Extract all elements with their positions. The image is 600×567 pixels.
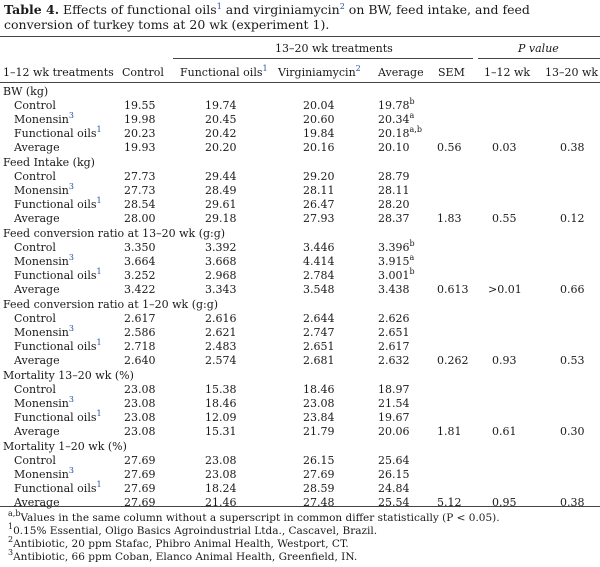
cell-average [378,326,410,339]
col-functional-sup: 1 [262,64,268,73]
footnote-text: Antibiotic, 66 ppm Coban, Elanco Animal Health, Greenfield, IN. [13,551,358,563]
col-functional-label: Functional oils [180,66,263,79]
row-label [14,383,56,396]
cell-average-value: 28.37 [378,211,410,225]
row-label [14,266,102,282]
row-label [14,99,56,112]
cell-p1: 0.03 [492,140,517,154]
cell-average-value: 20.34 [378,112,410,126]
cell-control: 28.00 [124,211,156,225]
cell-functional: 2.483 [205,339,237,353]
cell-average [378,340,410,353]
cell-sem: 1.81 [437,424,462,438]
row-label [14,141,60,154]
caption-text-3: on BW, feed intake, and feed conversion of turkey toms at 20 wk (experiment 1). [4,2,530,32]
cell-average-value: 2.626 [378,311,410,325]
caption-sup-1: 1 [216,2,222,11]
cell-p2: 0.38 [560,140,585,154]
footnote [8,509,500,525]
row-label [14,195,102,211]
cell-average-value: 28.20 [378,197,410,211]
cell-virginiamycin: 2.747 [303,325,335,339]
cell-functional: 2.616 [205,311,237,325]
col-virgin-label: Virginiamycin [278,66,356,79]
header-rule [0,82,600,83]
cell-control: 23.08 [124,424,156,438]
cell-average-sup: b [409,266,415,276]
cell-functional: 3.668 [205,254,237,268]
cell-average-sup: a [409,110,415,120]
cell-control: 2.718 [124,339,156,353]
caption-text-2: and virginiamycin [221,2,340,17]
cell-virginiamycin: 28.59 [303,481,335,495]
row-label-text: Average [14,140,60,154]
cell-average-value: 25.54 [378,495,410,509]
cell-p1: 0.93 [492,353,517,367]
cell-average-sup: a [409,252,415,262]
cell-average-value: 3.396 [378,240,410,254]
section-title: Feed conversion ratio at 1–20 wk (g:g) [3,298,219,311]
row-label-text: Functional oils [14,410,97,424]
cell-functional: 2.968 [205,268,237,282]
col-header-p2: 13–20 wk [545,66,599,79]
cell-functional: 23.08 [205,467,237,481]
cell-virginiamycin: 29.20 [303,169,335,183]
row-label [14,110,74,126]
row-label-sup: 1 [96,124,102,134]
footnote-text: 0.15% Essential, Oligo Basics Agroindustrial Ltda., Cascavel, Brazil. [13,525,378,537]
table-caption [4,2,594,32]
caption-sup-2: 2 [339,2,345,11]
row-label-text: Control [14,311,56,325]
cell-functional: 18.46 [205,396,237,410]
cell-virginiamycin: 21.79 [303,424,335,438]
cell-average [378,170,410,183]
col-virgin-sup: 2 [355,64,361,73]
row-label [14,323,74,339]
cell-control: 27.73 [124,169,156,183]
footnote [8,535,349,551]
cell-functional: 2.621 [205,325,237,339]
row-label-sup: 1 [96,408,102,418]
row-label-text: Monensin [14,112,69,126]
cell-control: 19.98 [124,112,156,126]
cell-control: 27.69 [124,453,156,467]
cell-virginiamycin: 28.11 [303,183,335,197]
cell-average-value: 21.54 [378,396,410,410]
pvalue-label: P value [518,42,559,55]
cell-average [378,454,410,467]
cell-p2: 0.66 [560,282,585,296]
col-header-average: Average [378,66,424,79]
treatments-group-header: 13–20 wk treatments [275,42,393,55]
cell-functional: 21.46 [205,495,237,509]
cell-average-value: 3.915 [378,254,410,268]
row-label-sup: 3 [68,252,74,262]
cell-average-value: 28.79 [378,169,410,183]
cell-virginiamycin: 18.46 [303,382,335,396]
row-label [14,394,74,410]
col-header-functional [180,66,268,79]
cell-average [378,482,410,495]
cell-control: 2.640 [124,353,156,367]
row-label-text: Control [14,240,56,254]
cell-p2: 0.38 [560,495,585,509]
cell-average [378,124,422,140]
cell-p2: 0.12 [560,211,585,225]
row-label-text: Monensin [14,396,69,410]
cell-functional: 18.24 [205,481,237,495]
row-label [14,252,74,268]
cell-average-value: 3.438 [378,282,410,296]
section-title: Mortality 13–20 wk (%) [3,369,134,382]
cell-average [378,397,410,410]
cell-control: 27.73 [124,183,156,197]
cell-virginiamycin: 23.08 [303,396,335,410]
cell-functional: 20.42 [205,126,237,140]
cell-average-value: 19.78 [378,98,410,112]
footnote-text: Values in the same column without a superscript in common differ statistically (P < 0.05). [20,512,500,524]
row-label-sup: 3 [68,465,74,475]
cell-functional: 29.18 [205,211,237,225]
cell-functional: 15.38 [205,382,237,396]
row-label [14,181,74,197]
footnote [8,522,378,538]
row-label-text: Functional oils [14,481,97,495]
cell-functional: 20.45 [205,112,237,126]
cell-virginiamycin: 23.84 [303,410,335,424]
row-label-text: Control [14,453,56,467]
cell-average [378,283,410,296]
row-label-text: Functional oils [14,126,97,140]
cell-control: 3.350 [124,240,156,254]
cell-average-value: 20.10 [378,140,410,154]
cell-sem: 5.12 [437,495,462,509]
row-label [14,425,60,438]
row-label-sup: 1 [96,337,102,347]
row-label-sup: 3 [68,323,74,333]
cell-functional: 15.31 [205,424,237,438]
row-label-text: Average [14,211,60,225]
row-label-text: Average [14,495,60,509]
row-label [14,312,56,325]
cell-functional: 29.61 [205,197,237,211]
cell-virginiamycin: 26.15 [303,453,335,467]
cell-average [378,212,410,225]
row-label [14,465,74,481]
cell-control: 19.55 [124,98,156,112]
cell-p1: >0.01 [488,282,522,296]
cell-control: 19.93 [124,140,156,154]
row-label [14,212,60,225]
col-header-row-label: 1–12 wk treatments [3,66,114,79]
cell-average-value: 18.97 [378,382,410,396]
cell-virginiamycin: 27.48 [303,495,335,509]
top-rule [0,36,600,37]
cell-control: 3.664 [124,254,156,268]
row-label-sup: 3 [68,181,74,191]
footnote-marker: 3 [8,548,14,557]
cell-virginiamycin: 2.651 [303,339,335,353]
table-label: Table 4. [4,2,60,17]
cell-average-value: 28.11 [378,183,410,197]
cell-average-value: 2.632 [378,353,410,367]
cell-average [378,425,410,438]
cell-p2: 0.53 [560,353,585,367]
cell-functional: 20.20 [205,140,237,154]
cell-average-value: 2.651 [378,325,410,339]
cell-sem: 0.613 [437,282,469,296]
cell-virginiamycin: 26.47 [303,197,335,211]
cell-average-value: 20.06 [378,424,410,438]
cell-average-value: 24.84 [378,481,410,495]
row-label-text: Average [14,424,60,438]
footnote-marker: 1 [8,522,14,531]
col-header-control: Control [122,66,164,79]
cell-virginiamycin: 3.548 [303,282,335,296]
row-label-text: Monensin [14,467,69,481]
cell-average [378,312,410,325]
row-label [14,337,102,353]
bottom-rule [0,506,600,507]
col-header-p1: 1–12 wk [484,66,531,79]
cell-functional: 2.574 [205,353,237,367]
row-label [14,170,56,183]
cell-average [378,184,410,197]
cell-virginiamycin: 20.16 [303,140,335,154]
row-label [14,124,102,140]
cell-p1: 0.61 [492,424,517,438]
cell-virginiamycin: 27.69 [303,467,335,481]
cell-p2: 0.30 [560,424,585,438]
row-label-text: Functional oils [14,339,97,353]
caption-text-1: Effects of functional oils [63,2,217,17]
col-header-sem: SEM [438,66,465,79]
cell-virginiamycin: 2.681 [303,353,335,367]
cell-average [378,198,410,211]
section-title: Feed conversion ratio at 13–20 wk (g:g) [3,227,226,240]
row-label-text: Functional oils [14,268,97,282]
cell-functional: 23.08 [205,453,237,467]
cell-average-value: 20.18 [378,126,410,140]
row-label-sup: 1 [96,266,102,276]
row-label-text: Monensin [14,183,69,197]
cell-average [378,266,415,282]
cell-control: 2.617 [124,311,156,325]
cell-average-value: 19.67 [378,410,410,424]
cell-functional: 3.392 [205,240,237,254]
cell-average-value: 3.001 [378,268,410,282]
row-label [14,241,56,254]
cell-virginiamycin: 20.60 [303,112,335,126]
row-label-text: Control [14,98,56,112]
row-label-sup: 1 [96,479,102,489]
cell-control: 27.69 [124,495,156,509]
row-label [14,479,102,495]
row-label-text: Control [14,382,56,396]
pvalue-group-rule [478,58,600,59]
section-title: Feed Intake (kg) [3,156,95,169]
cell-average [378,468,410,481]
row-label-text: Monensin [14,325,69,339]
pvalue-group-header [518,42,559,55]
cell-functional: 3.343 [205,282,237,296]
cell-functional: 12.09 [205,410,237,424]
row-label-text: Functional oils [14,197,97,211]
cell-virginiamycin: 27.93 [303,211,335,225]
cell-sem: 1.83 [437,211,462,225]
section-title: Mortality 1–20 wk (%) [3,440,127,453]
cell-control: 3.422 [124,282,156,296]
footnote-text: Antibiotic, 20 ppm Stafac, Phibro Animal Health, Westport, CT. [13,538,349,550]
col-header-virginiamycin [278,66,361,79]
row-label [14,408,102,424]
row-label-text: Average [14,282,60,296]
cell-sem: 0.262 [437,353,469,367]
cell-control: 23.08 [124,396,156,410]
row-label [14,354,60,367]
cell-virginiamycin: 2.644 [303,311,335,325]
row-label-sup: 1 [96,195,102,205]
cell-functional: 29.44 [205,169,237,183]
row-label-text: Control [14,169,56,183]
cell-average-sup: a,b [409,124,422,134]
cell-control: 23.08 [124,382,156,396]
cell-virginiamycin: 19.84 [303,126,335,140]
footnote-marker: 2 [8,535,14,544]
cell-average-value: 25.64 [378,453,410,467]
cell-virginiamycin: 20.04 [303,98,335,112]
footnote-marker: a,b [8,509,21,518]
cell-control: 2.586 [124,325,156,339]
cell-average [378,141,410,154]
row-label-sup: 3 [68,394,74,404]
cell-average [378,354,410,367]
section-title: BW (kg) [3,85,49,98]
cell-functional: 19.74 [205,98,237,112]
cell-control: 28.54 [124,197,156,211]
cell-average [378,383,410,396]
cell-virginiamycin: 3.446 [303,240,335,254]
cell-average [378,411,410,424]
row-label-text: Average [14,353,60,367]
row-label [14,283,60,296]
cell-average-value: 2.617 [378,339,410,353]
row-label-text: Monensin [14,254,69,268]
cell-control: 20.23 [124,126,156,140]
cell-virginiamycin: 4.414 [303,254,335,268]
treatments-group-rule [173,58,473,59]
cell-p1: 0.95 [492,495,517,509]
cell-control: 3.252 [124,268,156,282]
cell-average-value: 26.15 [378,467,410,481]
cell-control: 27.69 [124,481,156,495]
row-label [14,454,56,467]
row-label-sup: 3 [68,110,74,120]
footnote [8,548,358,564]
cell-average-sup: b [409,96,415,106]
cell-average-sup: b [409,238,415,248]
cell-virginiamycin: 2.784 [303,268,335,282]
cell-control: 27.69 [124,467,156,481]
cell-p1: 0.55 [492,211,517,225]
cell-sem: 0.56 [437,140,462,154]
cell-control: 23.08 [124,410,156,424]
cell-functional: 28.49 [205,183,237,197]
